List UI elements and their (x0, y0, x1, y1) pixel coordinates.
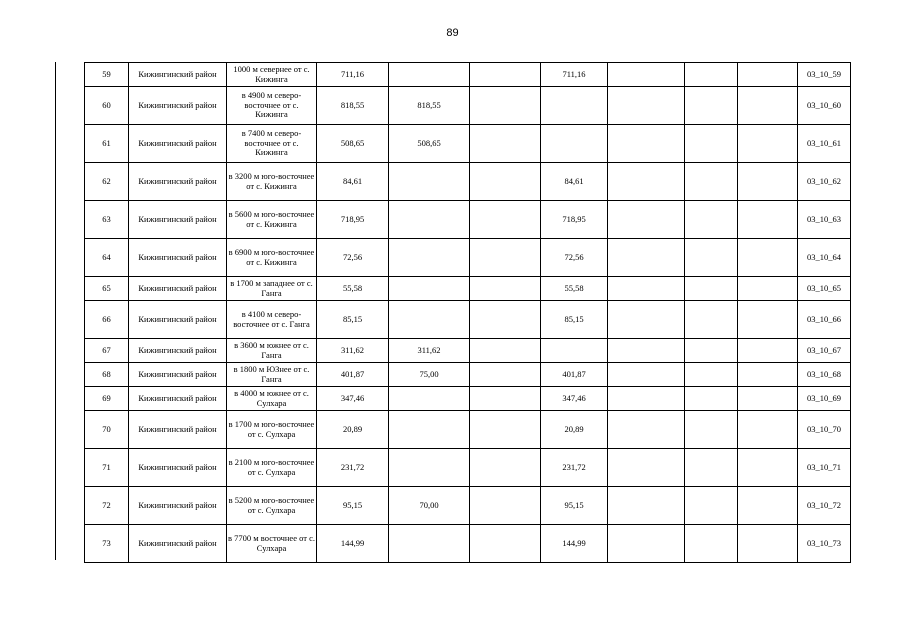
area-col10-cell (738, 63, 798, 87)
area-col7-cell: 711,16 (541, 63, 608, 87)
area-col9-cell (685, 63, 738, 87)
table-body (85, 63, 851, 563)
area-col5-cell: 75,00 (389, 363, 470, 387)
table-row (85, 301, 851, 339)
area-col5-cell (389, 301, 470, 339)
area-col9-cell (685, 201, 738, 239)
location-cell: в 2100 м юго-восточнее от с. Сулхара (227, 449, 317, 487)
area-total-cell: 508,65 (317, 125, 389, 163)
area-col5-cell: 818,55 (389, 87, 470, 125)
area-col9-cell (685, 125, 738, 163)
location-cell: 1000 м севернее от с. Кижинга (227, 63, 317, 87)
table-row (85, 277, 851, 301)
code-cell: 03_10_71 (798, 449, 851, 487)
area-col9-cell (685, 301, 738, 339)
table-row (85, 487, 851, 525)
location-cell: в 7700 м восточнее от с. Сулхара (227, 525, 317, 563)
location-cell: в 6900 м юго-восточнее от с. Кижинга (227, 239, 317, 277)
location-cell: в 7400 м северо-восточнее от с. Кижинга (227, 125, 317, 163)
table-row (85, 411, 851, 449)
area-col10-cell (738, 363, 798, 387)
area-col6-cell (470, 163, 541, 201)
row-number: 71 (85, 449, 129, 487)
area-col7-cell: 95,15 (541, 487, 608, 525)
area-col8-cell (608, 387, 685, 411)
district-cell: Кижингинский район (129, 63, 227, 87)
area-col8-cell (608, 339, 685, 363)
row-number: 68 (85, 363, 129, 387)
row-number: 69 (85, 387, 129, 411)
area-total-cell: 718,95 (317, 201, 389, 239)
area-col9-cell (685, 163, 738, 201)
location-cell: в 4900 м северо-восточнее от с. Кижинга (227, 87, 317, 125)
margin-line (55, 62, 56, 560)
table-row (85, 387, 851, 411)
table-row (85, 363, 851, 387)
area-col7-cell: 347,46 (541, 387, 608, 411)
area-col10-cell (738, 125, 798, 163)
table-row (85, 525, 851, 563)
location-cell: в 4000 м южнее от с. Сулхара (227, 387, 317, 411)
district-cell: Кижингинский район (129, 201, 227, 239)
area-col5-cell (389, 411, 470, 449)
area-col9-cell (685, 411, 738, 449)
area-col6-cell (470, 301, 541, 339)
data-table (84, 62, 851, 563)
area-col10-cell (738, 301, 798, 339)
area-col9-cell (685, 449, 738, 487)
area-col6-cell (470, 87, 541, 125)
row-number: 65 (85, 277, 129, 301)
row-number: 59 (85, 63, 129, 87)
code-cell: 03_10_66 (798, 301, 851, 339)
area-col8-cell (608, 525, 685, 563)
row-number: 63 (85, 201, 129, 239)
row-number: 64 (85, 239, 129, 277)
area-col9-cell (685, 487, 738, 525)
area-col6-cell (470, 239, 541, 277)
area-total-cell: 711,16 (317, 63, 389, 87)
area-col6-cell (470, 411, 541, 449)
area-col7-cell (541, 125, 608, 163)
area-col6-cell (470, 363, 541, 387)
location-cell: в 5600 м юго-восточнее от с. Кижинга (227, 201, 317, 239)
area-total-cell: 818,55 (317, 87, 389, 125)
area-col7-cell (541, 87, 608, 125)
district-cell: Кижингинский район (129, 449, 227, 487)
district-cell: Кижингинский район (129, 277, 227, 301)
location-cell: в 3200 м юго-восточнее от с. Кижинга (227, 163, 317, 201)
area-col7-cell: 144,99 (541, 525, 608, 563)
row-number: 70 (85, 411, 129, 449)
area-col10-cell (738, 487, 798, 525)
code-cell: 03_10_59 (798, 63, 851, 87)
area-col5-cell (389, 277, 470, 301)
area-col10-cell (738, 201, 798, 239)
code-cell: 03_10_62 (798, 163, 851, 201)
area-col5-cell (389, 163, 470, 201)
area-col10-cell (738, 87, 798, 125)
district-cell: Кижингинский район (129, 87, 227, 125)
area-col7-cell: 718,95 (541, 201, 608, 239)
district-cell: Кижингинский район (129, 163, 227, 201)
area-col8-cell (608, 201, 685, 239)
area-col5-cell: 508,65 (389, 125, 470, 163)
area-col8-cell (608, 277, 685, 301)
area-col8-cell (608, 363, 685, 387)
area-col10-cell (738, 449, 798, 487)
page-number: 89 (446, 27, 459, 39)
area-col9-cell (685, 339, 738, 363)
area-col6-cell (470, 63, 541, 87)
area-col6-cell (470, 387, 541, 411)
district-cell: Кижингинский район (129, 487, 227, 525)
area-col10-cell (738, 525, 798, 563)
location-cell: в 1700 м юго-восточнее от с. Сулхара (227, 411, 317, 449)
row-number: 61 (85, 125, 129, 163)
area-col7-cell: 401,87 (541, 363, 608, 387)
area-total-cell: 72,56 (317, 239, 389, 277)
area-col8-cell (608, 87, 685, 125)
area-col10-cell (738, 411, 798, 449)
area-col7-cell: 20,89 (541, 411, 608, 449)
row-number: 60 (85, 87, 129, 125)
code-cell: 03_10_72 (798, 487, 851, 525)
area-col8-cell (608, 163, 685, 201)
row-number: 66 (85, 301, 129, 339)
area-col10-cell (738, 339, 798, 363)
area-col9-cell (685, 277, 738, 301)
area-col8-cell (608, 411, 685, 449)
area-col10-cell (738, 387, 798, 411)
area-col6-cell (470, 449, 541, 487)
location-cell: в 1700 м западнее от с. Ганга (227, 277, 317, 301)
code-cell: 03_10_69 (798, 387, 851, 411)
area-col6-cell (470, 339, 541, 363)
area-total-cell: 95,15 (317, 487, 389, 525)
district-cell: Кижингинский район (129, 363, 227, 387)
table-row (85, 125, 851, 163)
area-total-cell: 20,89 (317, 411, 389, 449)
area-col6-cell (470, 277, 541, 301)
area-col7-cell: 55,58 (541, 277, 608, 301)
area-col6-cell (470, 487, 541, 525)
row-number: 62 (85, 163, 129, 201)
area-col9-cell (685, 387, 738, 411)
area-col10-cell (738, 277, 798, 301)
area-total-cell: 401,87 (317, 363, 389, 387)
table-row (85, 449, 851, 487)
location-cell: в 3600 м южнее от с. Ганга (227, 339, 317, 363)
code-cell: 03_10_65 (798, 277, 851, 301)
district-cell: Кижингинский район (129, 387, 227, 411)
location-cell: в 1800 м ЮЗнее от с. Ганга (227, 363, 317, 387)
code-cell: 03_10_67 (798, 339, 851, 363)
row-number: 72 (85, 487, 129, 525)
area-col6-cell (470, 125, 541, 163)
area-col5-cell: 70,00 (389, 487, 470, 525)
area-col8-cell (608, 239, 685, 277)
location-cell: в 4100 м северо-восточнее от с. Ганга (227, 301, 317, 339)
area-col8-cell (608, 301, 685, 339)
code-cell: 03_10_70 (798, 411, 851, 449)
code-cell: 03_10_64 (798, 239, 851, 277)
area-col7-cell (541, 339, 608, 363)
row-number: 73 (85, 525, 129, 563)
area-col8-cell (608, 449, 685, 487)
table-row (85, 201, 851, 239)
table-row (85, 63, 851, 87)
code-cell: 03_10_60 (798, 87, 851, 125)
area-col7-cell: 85,15 (541, 301, 608, 339)
table-row (85, 163, 851, 201)
area-col5-cell (389, 387, 470, 411)
code-cell: 03_10_63 (798, 201, 851, 239)
table-row (85, 87, 851, 125)
area-col8-cell (608, 125, 685, 163)
area-col9-cell (685, 363, 738, 387)
area-total-cell: 55,58 (317, 277, 389, 301)
area-col5-cell: 311,62 (389, 339, 470, 363)
area-total-cell: 347,46 (317, 387, 389, 411)
district-cell: Кижингинский район (129, 239, 227, 277)
area-col5-cell (389, 201, 470, 239)
area-col7-cell: 231,72 (541, 449, 608, 487)
area-col6-cell (470, 525, 541, 563)
area-total-cell: 311,62 (317, 339, 389, 363)
table-row (85, 239, 851, 277)
code-cell: 03_10_73 (798, 525, 851, 563)
code-cell: 03_10_68 (798, 363, 851, 387)
row-number: 67 (85, 339, 129, 363)
area-col9-cell (685, 239, 738, 277)
area-total-cell: 85,15 (317, 301, 389, 339)
area-col8-cell (608, 487, 685, 525)
area-col8-cell (608, 63, 685, 87)
district-cell: Кижингинский район (129, 339, 227, 363)
area-col5-cell (389, 63, 470, 87)
area-col5-cell (389, 525, 470, 563)
table-row (85, 339, 851, 363)
district-cell: Кижингинский район (129, 411, 227, 449)
area-col6-cell (470, 201, 541, 239)
area-col10-cell (738, 163, 798, 201)
area-total-cell: 144,99 (317, 525, 389, 563)
code-cell: 03_10_61 (798, 125, 851, 163)
district-cell: Кижингинский район (129, 301, 227, 339)
location-cell: в 5200 м юго-восточнее от с. Сулхара (227, 487, 317, 525)
area-col7-cell: 84,61 (541, 163, 608, 201)
area-col5-cell (389, 239, 470, 277)
district-cell: Кижингинский район (129, 125, 227, 163)
area-col9-cell (685, 87, 738, 125)
area-total-cell: 84,61 (317, 163, 389, 201)
area-col7-cell: 72,56 (541, 239, 608, 277)
district-cell: Кижингинский район (129, 525, 227, 563)
area-col9-cell (685, 525, 738, 563)
area-col5-cell (389, 449, 470, 487)
area-total-cell: 231,72 (317, 449, 389, 487)
area-col10-cell (738, 239, 798, 277)
